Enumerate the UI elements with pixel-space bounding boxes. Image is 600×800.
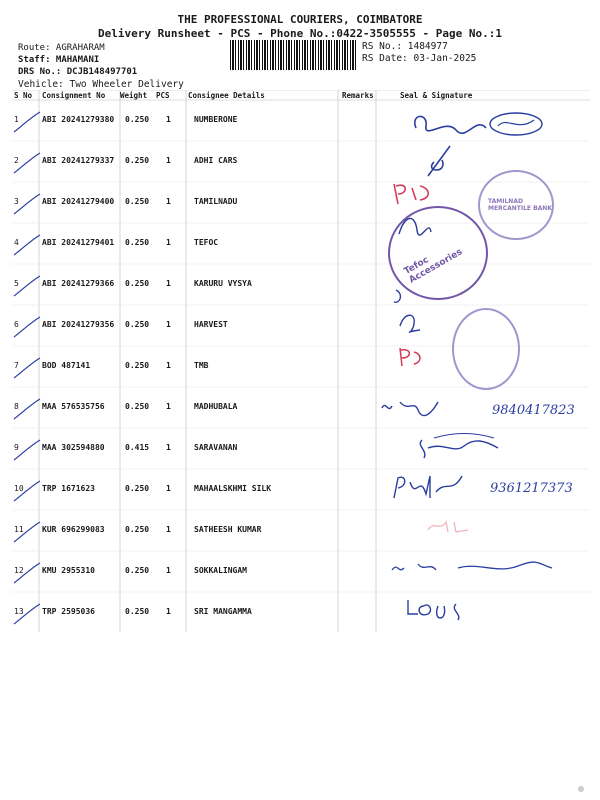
cell-consignee: NUMBERONE bbox=[194, 115, 238, 124]
check-mark-icon bbox=[12, 561, 42, 587]
cell-consignee: MAHAALSKHMI SILK bbox=[194, 484, 272, 493]
vehicle-label: Vehicle: Two Wheeler Delivery bbox=[18, 79, 184, 90]
cell-weight: 0.250 bbox=[125, 484, 150, 493]
cell-weight: 0.250 bbox=[125, 156, 150, 165]
cell-consignment-no: ABI 20241279366 bbox=[42, 279, 115, 288]
cell-sno: 4 bbox=[14, 238, 19, 247]
signature-row-9 bbox=[414, 430, 504, 470]
signature-row-2 bbox=[420, 142, 460, 182]
cell-pcs: 1 bbox=[166, 402, 171, 411]
cell-consignment-no: ABI 20241279337 bbox=[42, 156, 115, 165]
cell-sno: 5 bbox=[14, 279, 19, 288]
cell-sno: 8 bbox=[14, 402, 19, 411]
cell-weight: 0.250 bbox=[125, 238, 150, 247]
signature-row-1 bbox=[406, 108, 546, 140]
signature-row-13 bbox=[402, 592, 482, 626]
company-title: THE PROFESSIONAL COURIERS, COIMBATORE bbox=[177, 13, 423, 26]
cell-consignee: SOKKALINGAM bbox=[194, 566, 247, 575]
cell-pcs: 1 bbox=[166, 279, 171, 288]
cell-consignee: TAMILNADU bbox=[194, 197, 238, 206]
cell-consignee: TMB bbox=[194, 361, 209, 370]
staff-label: Staff: MAHAMANI bbox=[18, 55, 100, 65]
check-mark-icon bbox=[12, 315, 42, 341]
signature-row-12 bbox=[388, 554, 558, 580]
table-row bbox=[12, 592, 590, 633]
cell-pcs: 1 bbox=[166, 361, 171, 370]
cell-weight: 0.250 bbox=[125, 525, 150, 534]
cell-weight: 0.250 bbox=[125, 279, 150, 288]
cell-consignment-no: ABI 20241279356 bbox=[42, 320, 115, 329]
cell-weight: 0.250 bbox=[125, 402, 150, 411]
check-mark-icon bbox=[12, 274, 42, 300]
rs-number: RS No.: 1484977 bbox=[362, 41, 448, 52]
cell-consignee: MADHUBALA bbox=[194, 402, 238, 411]
check-mark-icon bbox=[12, 233, 42, 259]
cell-consignee: SRI MANGAMMA bbox=[194, 607, 252, 616]
col-header-consignee: Consignee Details bbox=[188, 91, 265, 100]
cell-consignment-no: KUR 696299083 bbox=[42, 525, 105, 534]
cell-sno: 10 bbox=[14, 484, 24, 493]
check-mark-icon bbox=[12, 356, 42, 382]
route-label: Route: AGRAHARAM bbox=[18, 43, 105, 53]
check-mark-icon bbox=[12, 520, 42, 546]
cell-sno: 9 bbox=[14, 443, 19, 452]
signature-row-7 bbox=[396, 344, 426, 368]
cell-pcs: 1 bbox=[166, 443, 171, 452]
cell-sno: 1 bbox=[14, 115, 19, 124]
check-mark-icon bbox=[12, 151, 42, 177]
col-header-weight: Weight bbox=[120, 91, 148, 100]
col-header-seal: Seal & Signature bbox=[400, 91, 473, 100]
cell-pcs: 1 bbox=[166, 525, 171, 534]
cell-consignment-no: BOD 487141 bbox=[42, 361, 91, 370]
signature-row-8 bbox=[378, 396, 458, 418]
cell-consignment-no: KMU 2955310 bbox=[42, 566, 95, 575]
cell-sno: 7 bbox=[14, 361, 19, 370]
signature-row-11 bbox=[424, 516, 474, 536]
cell-weight: 0.250 bbox=[125, 320, 150, 329]
cell-consignment-no: TRP 1671623 bbox=[42, 484, 95, 493]
signature-row-6 bbox=[396, 306, 426, 336]
rs-date: RS Date: 03-Jan-2025 bbox=[362, 53, 477, 64]
signature-row-10 bbox=[390, 470, 470, 504]
cell-weight: 0.250 bbox=[125, 115, 150, 124]
cell-sno: 12 bbox=[14, 566, 24, 575]
runsheet-title: Delivery Runsheet - PCS - Phone No.:0422-3505555 - Page No.:1 bbox=[98, 27, 502, 40]
cell-pcs: 1 bbox=[166, 197, 171, 206]
col-header-sno: S No bbox=[14, 91, 33, 100]
cell-consignment-no: ABI 20241279401 bbox=[42, 238, 115, 247]
cell-sno: 11 bbox=[14, 525, 24, 534]
cell-pcs: 1 bbox=[166, 115, 171, 124]
cell-weight: 0.250 bbox=[125, 361, 150, 370]
table-row bbox=[12, 510, 590, 551]
cell-pcs: 1 bbox=[166, 607, 171, 616]
page-dot bbox=[578, 786, 584, 792]
cell-pcs: 1 bbox=[166, 156, 171, 165]
check-mark-icon bbox=[12, 110, 42, 136]
cell-pcs: 1 bbox=[166, 566, 171, 575]
cell-consignment-no: ABI 20241279380 bbox=[42, 115, 115, 124]
handwritten-phone-row-10: 9361217373 bbox=[490, 481, 573, 496]
cell-sno: 2 bbox=[14, 156, 19, 165]
cell-consignee: ADHI CARS bbox=[194, 156, 238, 165]
cell-consignment-no: ABI 20241279400 bbox=[42, 197, 115, 206]
check-mark-icon bbox=[12, 397, 42, 423]
table-row bbox=[12, 264, 590, 305]
cell-consignee: TEFOC bbox=[194, 238, 219, 247]
cell-sno: 13 bbox=[14, 607, 24, 616]
cell-consignment-no: MAA 576535756 bbox=[42, 402, 105, 411]
col-header-consignment: Consignment No bbox=[42, 91, 106, 100]
cell-weight: 0.250 bbox=[125, 197, 150, 206]
bank-stamp-2 bbox=[452, 308, 520, 390]
col-header-pcs: PCS bbox=[156, 91, 170, 100]
cell-weight: 0.415 bbox=[125, 443, 150, 452]
cell-weight: 0.250 bbox=[125, 566, 150, 575]
signature-row-5 bbox=[390, 284, 420, 308]
cell-consignee: SATHEESH KUMAR bbox=[194, 525, 262, 534]
cell-pcs: 1 bbox=[166, 320, 171, 329]
cell-pcs: 1 bbox=[166, 238, 171, 247]
check-mark-icon bbox=[12, 192, 42, 218]
barcode bbox=[230, 40, 356, 70]
check-mark-icon bbox=[12, 479, 42, 505]
cell-consignee: KARURU VYSYA bbox=[194, 279, 252, 288]
cell-pcs: 1 bbox=[166, 484, 171, 493]
drs-number: DRS No.: DCJB148497701 bbox=[18, 67, 138, 77]
cell-sno: 6 bbox=[14, 320, 19, 329]
cell-weight: 0.250 bbox=[125, 607, 150, 616]
check-mark-icon bbox=[12, 438, 42, 464]
cell-consignment-no: TRP 2595036 bbox=[42, 607, 95, 616]
bank-stamp-1: TAMILNAD MERCANTILE BANK bbox=[478, 170, 554, 240]
tefoc-stamp: Tefoc Accessories bbox=[388, 206, 488, 300]
cell-consignment-no: MAA 302594880 bbox=[42, 443, 105, 452]
check-mark-icon bbox=[12, 602, 42, 628]
cell-consignee: HARVEST bbox=[194, 320, 228, 329]
cell-sno: 3 bbox=[14, 197, 19, 206]
col-header-remarks: Remarks bbox=[342, 91, 374, 100]
handwritten-phone-row-8: 9840417823 bbox=[492, 403, 575, 418]
cell-consignee: SARAVANAN bbox=[194, 443, 238, 452]
signature-row-3 bbox=[390, 178, 440, 208]
